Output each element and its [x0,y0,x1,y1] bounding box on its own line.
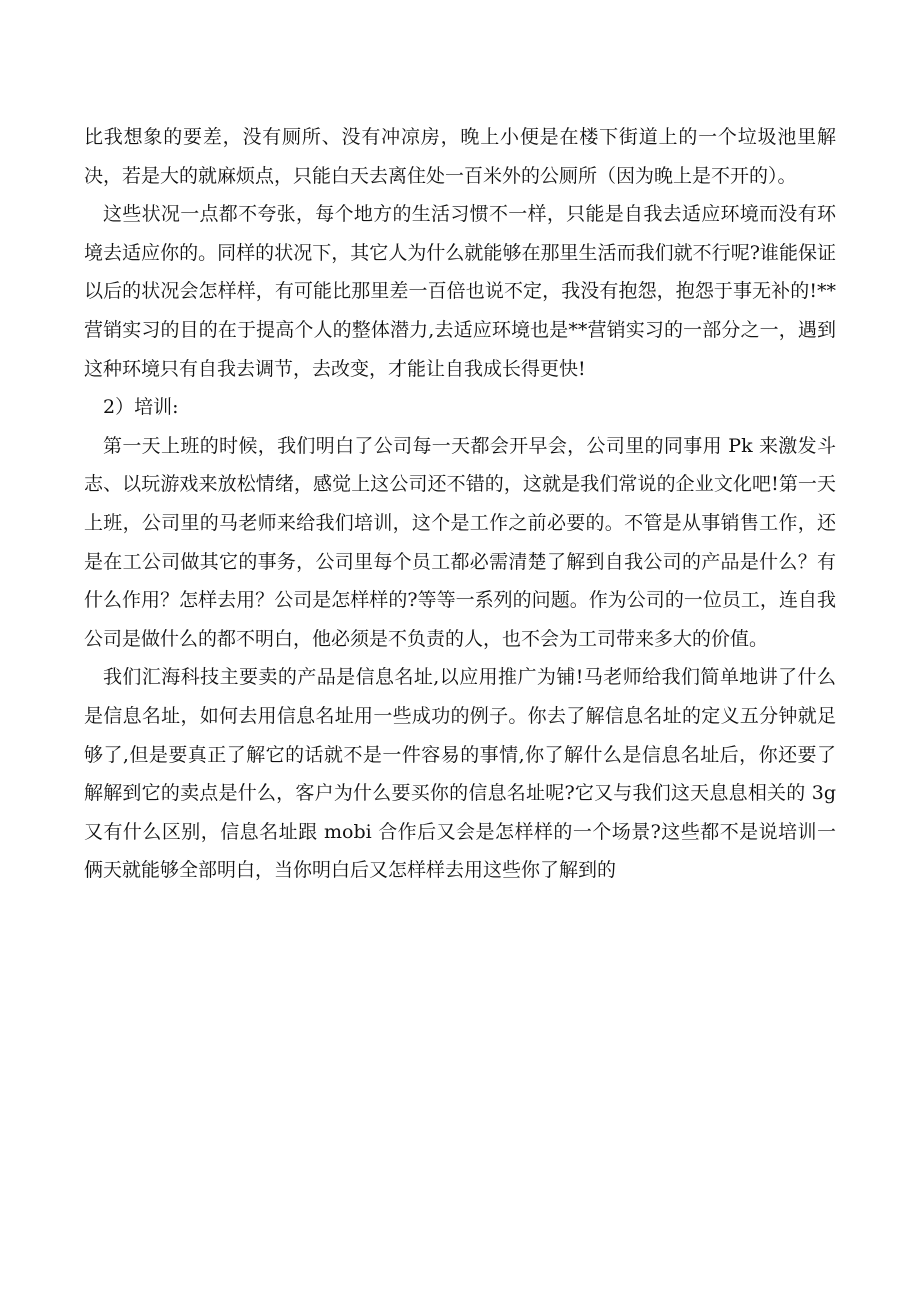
document-body [84,118,836,890]
paragraph-living-conditions: 比我想象的要差，没有厕所、没有冲凉房，晚上小便是在楼下街道上的一个垃圾池里解决，若是大的就麻烦点，只能白天去离住处一百米外的公厕所（因为晚上是不开的）。 [84,126,836,187]
section-heading-training: 2）培训: [103,396,179,419]
paragraph-first-day-training: 第一天上班的时候，我们明白了公司每一天都会开早会，公司里的同事用 Pk 来激发斗志、以玩游戏来放松情绪，感觉上这公司还不错的，这就是我们常说的企业文化吧!第一天上班，公司里的马老师来给我们培训，这个是工作之前必要的。不管是从事销售工作，还是在工公司做其它的事务，公司里每个员工都必需清楚了解到自我公司的产品是什么？有什么作用？怎样去用？公司是怎样样的?等等一系列的问题。作为公司的一位员工，连自我公司是做什么的都不明白，他必须是不负责的人，也不会为工司带来多大的价值。 [84,434,836,650]
paragraph-product-info: 我们汇海科技主要卖的产品是信息名址,以应用推广为铺!马老师给我们简单地讲了什么是信息名址，如何去用信息名址用一些成功的例子。你去了解信息名址的定义五分钟就足够了,但是要真正了解它的话就不是一件容易的事情,你了解什么是信息名址后，你还要了解解到它的卖点是什么，客户为什么要买你的信息名址呢?它又与我们这天息息相关的 3g 又有什么区别，信息名址跟 mobi 合作后又会是怎样样的一个场景?这些都不是说培训一俩天就能够全部明白，当你明白后又怎样样去用这些你了解到的 [84,666,836,882]
paragraph-adapting-environment: 这些状况一点都不夸张，每个地方的生活习惯不一样，只能是自我去适应环境而没有环境去适应你的。同样的状况下，其它人为什么就能够在那里生活而我们就不行呢?谁能保证以后的状况会怎样样，有可能比那里差一百倍也说不定，我没有抱怨，抱怨于事无补的!**营销实习的目的在于提高个人的整体潜力,去适应环境也是**营销实习的一部分之一，遇到这种环境只有自我去调节，去改变，才能让自我成长得更快! [84,203,836,380]
